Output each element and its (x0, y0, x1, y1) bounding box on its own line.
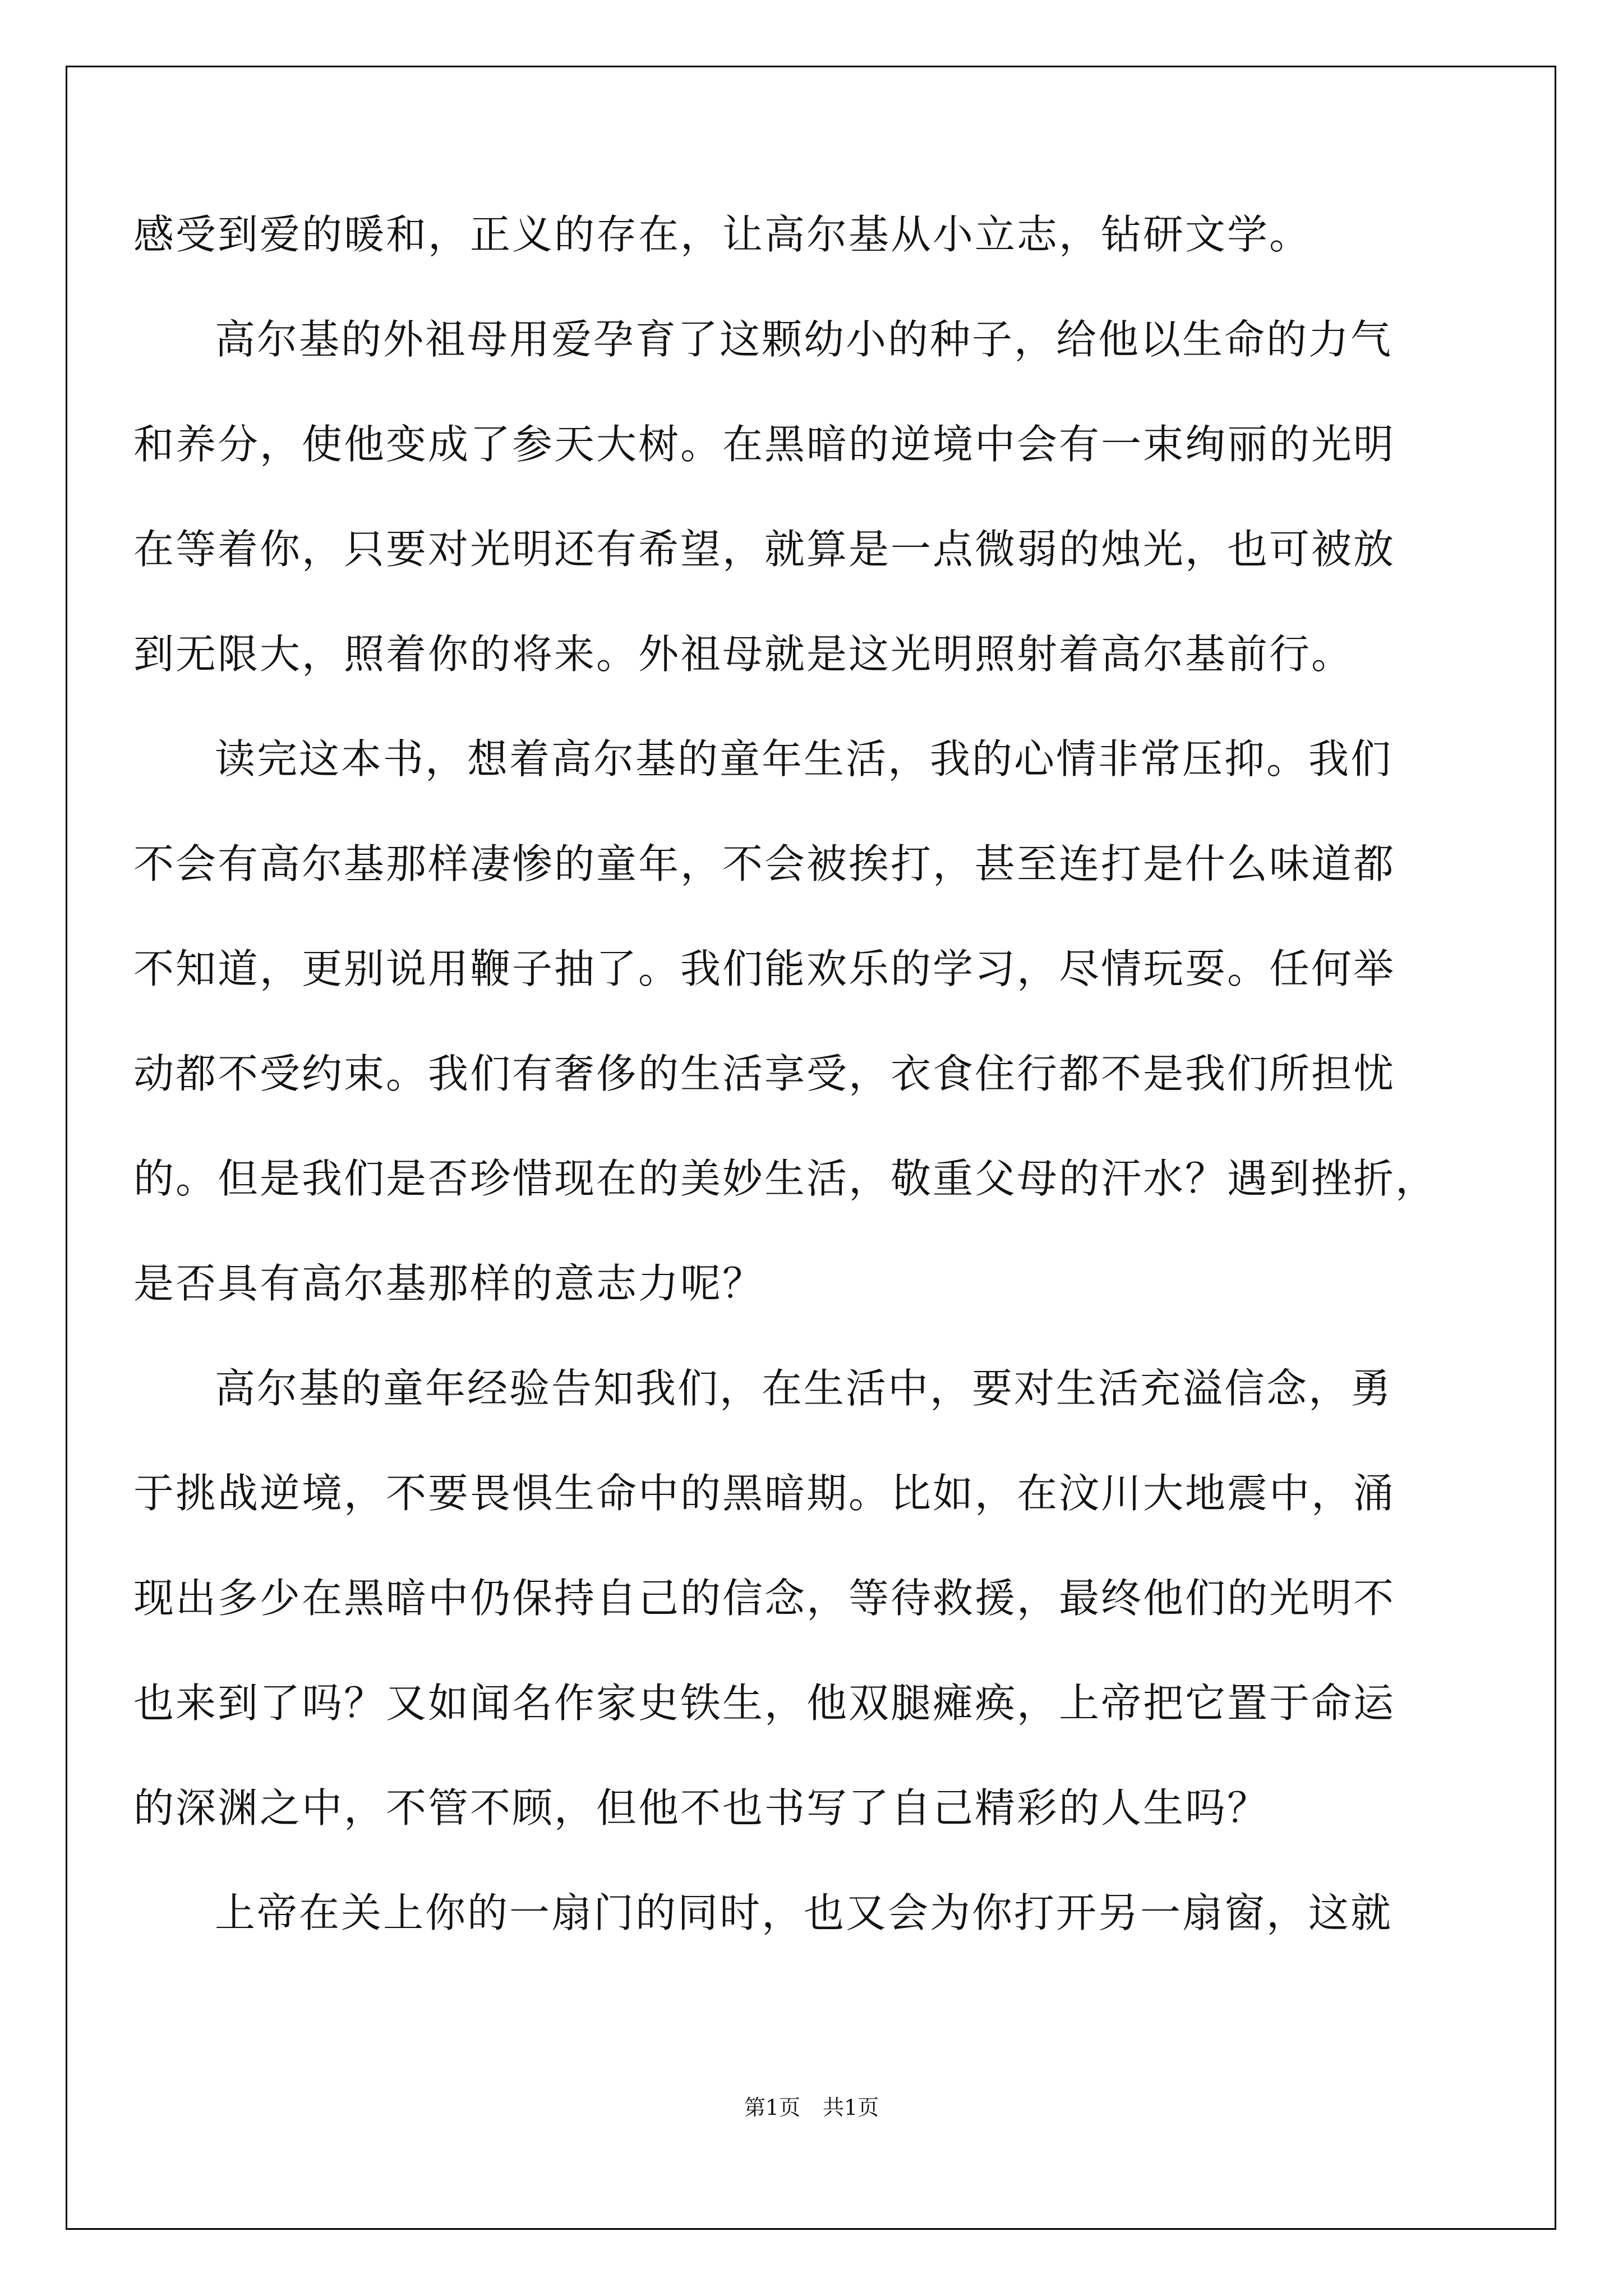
text-line: 也来到了吗？又如闻名作家史铁生，他双腿瘫痪，上帝把它置于命运 (133, 1680, 1396, 1727)
text-line: 不知道，更别说用鞭子抽了。我们能欢乐的学习，尽情玩耍。任何举 (133, 945, 1396, 992)
text-line: 动都不受约束。我们有奢侈的生活享受，衣食住行都不是我们所担忧 (133, 1050, 1396, 1097)
text-line: 的深渊之中，不管不顾，但他不也书写了自己精彩的人生吗？ (133, 1784, 1270, 1832)
page-footer (0, 2094, 1623, 2121)
text-line: 和养分，使他变成了参天大树。在黑暗的逆境中会有一束绚丽的光明 (133, 421, 1396, 468)
text-line: 在等着你，只要对光明还有希望，就算是一点微弱的烛光，也可被放 (133, 526, 1396, 573)
text-line: 上帝在关上你的一扇门的同时，也又会为你打开另一扇窗，这就 (215, 1889, 1393, 1936)
text-line: 高尔基的童年经验告知我们，在生活中，要对生活充溢信念，勇 (215, 1365, 1393, 1412)
text-line: 读完这本书，想着高尔基的童年生活，我的心情非常压抑。我们 (215, 735, 1393, 783)
text-line: 不会有高尔基那样凄惨的童年，不会被挨打，甚至连打是什么味道都 (133, 840, 1396, 887)
text-line: 高尔基的外祖母用爱孕育了这颗幼小的种子，给他以生命的力气 (215, 316, 1393, 363)
text-line: 的。但是我们是否珍惜现在的美妙生活，敬重父母的汗水？遇到挫折， (133, 1155, 1438, 1202)
page-number: 第1页 (744, 2095, 800, 2120)
text-line: 于挑战逆境，不要畏惧生命中的黑暗期。比如，在汶川大地震中，涌 (133, 1470, 1396, 1517)
text-line: 现出多少在黑暗中仍保持自己的信念，等待救援，最终他们的光明不 (133, 1575, 1396, 1622)
text-line: 到无限大，照着你的将来。外祖母就是这光明照射着高尔基前行。 (133, 631, 1354, 678)
text-line: 是否具有高尔基那样的意志力呢？ (133, 1260, 765, 1307)
text-line: 感受到爱的暖和，正义的存在，让高尔基从小立志，钻研文学。 (133, 211, 1312, 258)
page-total: 共1页 (823, 2095, 879, 2120)
